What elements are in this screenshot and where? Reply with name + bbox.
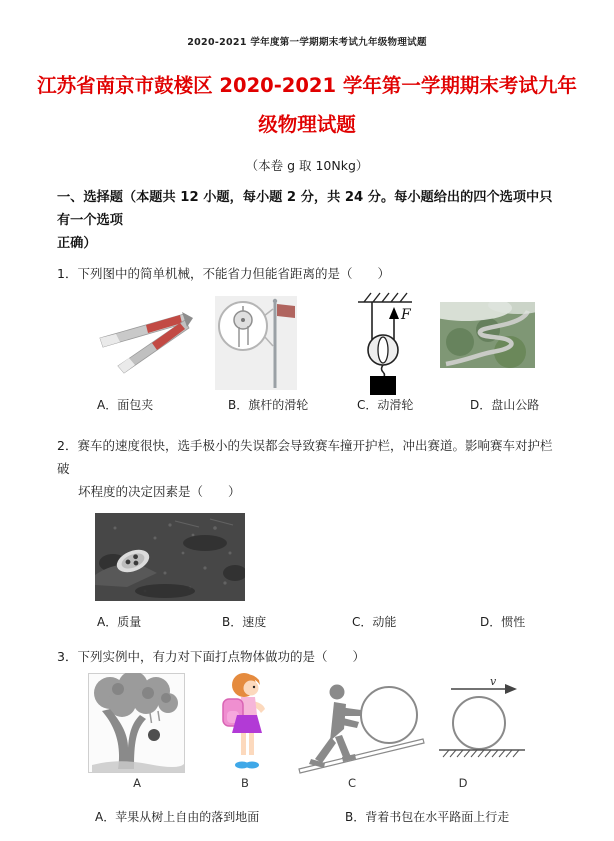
q3-option-a: A．苹果从树上自由的落到地面	[95, 810, 260, 824]
skirt	[232, 715, 262, 733]
question-1-figures	[57, 288, 557, 396]
section-heading-line1: 一、选择题（本题共 12 小题，每小题 2 分，共 24 分。每小题给出的四个选项中只有一个选项	[57, 190, 553, 228]
question-3-text: 3．下列实例中，有力对下面打点物体做功的是（ ）	[57, 649, 365, 664]
rolling-ball-diagram	[435, 673, 530, 765]
q3-option-b: B．背着书包在水平路面上行走	[345, 810, 510, 824]
question-2-options	[57, 613, 614, 630]
face	[244, 681, 259, 696]
section-heading-line2: 正确）	[57, 236, 97, 251]
question-3-figures	[57, 671, 557, 776]
q1-option-c: C．动滑轮	[357, 398, 414, 412]
question-3-options	[57, 808, 614, 825]
flag-icon	[277, 304, 295, 318]
girl-with-backpack-image	[215, 671, 277, 774]
force-label: F	[401, 307, 411, 323]
man-pushing-ball-up-incline-image	[297, 677, 429, 774]
ball-icon	[361, 687, 417, 743]
bread-tongs-image	[88, 304, 200, 378]
figure-label-d: D	[458, 776, 468, 790]
velocity-label: v	[490, 675, 497, 688]
person-silhouette	[309, 685, 361, 769]
velocity-arrow-icon	[505, 684, 517, 694]
q2-option-b: B．速度	[222, 615, 267, 629]
ceiling-hatch	[364, 293, 407, 302]
q2-option-d: D．惯性	[480, 615, 526, 629]
q1-option-b: B．旗杆的滑轮	[228, 398, 309, 412]
apple-falling-from-tree-image	[88, 673, 185, 773]
running-header: 2020-2021 学年度第一学期期末考试九年级物理试题	[187, 37, 427, 48]
question-3-figure-labels	[57, 776, 614, 792]
ball-icon	[453, 697, 505, 749]
question-2-text	[57, 434, 557, 503]
movable-pulley-diagram	[342, 288, 432, 395]
exam-note: （本卷 g 取 10Nkg）	[245, 158, 369, 173]
question-1-text: 1．下列图中的简单机械，不能省力但能省距离的是（ ）	[57, 266, 390, 281]
question-2-line1: 2．赛车的速度很快，选手极小的失误都会导致赛车撞开护栏，冲出赛道。影响赛车对护栏破	[57, 438, 553, 476]
q2-option-c: C．动能	[352, 615, 397, 629]
question-2-line2: 坏程度的决定因素是（ ）	[78, 484, 241, 499]
q1-option-a: A．面包夹	[97, 398, 154, 412]
exam-title	[0, 66, 614, 144]
q2-option-a: A．质量	[97, 615, 142, 629]
apple-icon	[148, 729, 160, 741]
figure-label-a: A	[133, 776, 141, 790]
q1-option-d: D．盘山公路	[470, 398, 540, 412]
question-1-options	[57, 396, 614, 414]
racecar-crash-image	[95, 513, 245, 601]
exam-title-line2: 级物理试题	[258, 113, 356, 136]
figure-label-b: B	[241, 776, 249, 790]
force-arrow-icon	[389, 307, 399, 319]
ground-hatch	[443, 750, 519, 757]
exam-title-line1: 江苏省南京市鼓楼区 2020-2021 学年第一学期期末考试九年	[37, 74, 577, 97]
flagpole-pulley-image	[215, 296, 297, 390]
shoe-icon	[245, 762, 259, 769]
mountain-road-image	[440, 302, 535, 368]
weight-block	[370, 376, 396, 395]
section-heading	[57, 186, 557, 255]
figure-label-c: C	[347, 776, 357, 790]
